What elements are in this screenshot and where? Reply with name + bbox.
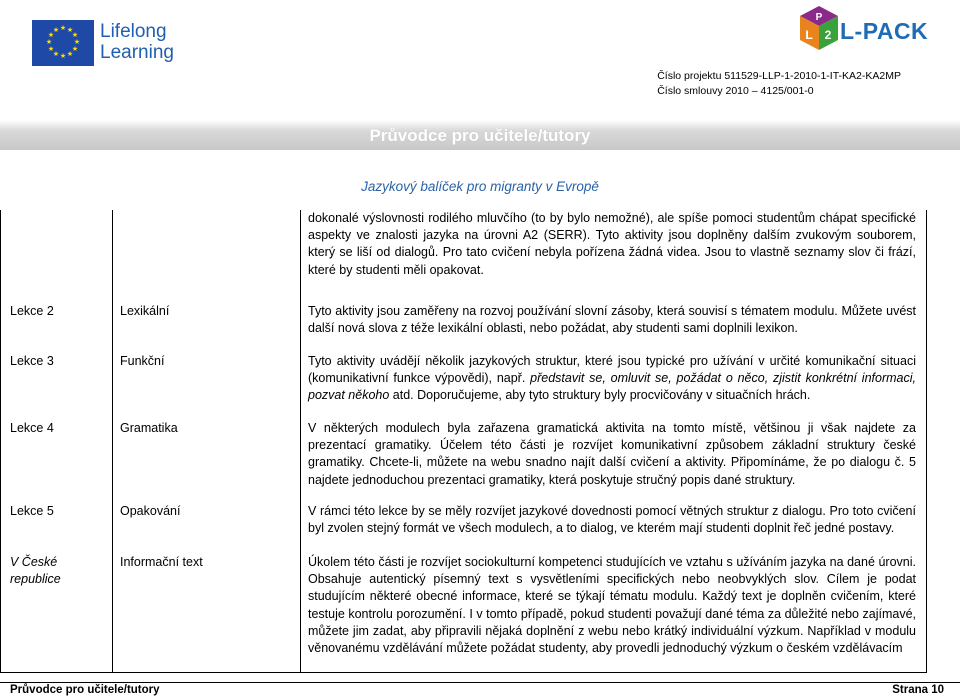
lesson-label: Lekce 5 — [10, 504, 54, 518]
page-subtitle: Jazykový balíček pro migranty v Evropě — [361, 179, 599, 194]
table-border-bottom — [0, 672, 927, 673]
activity-description: V rámci této lekce by se měly rozvíjet jazykové dovednosti pomocí větných struktur z dialogu. Pro toto cvičení byl zvolen stejný formát ve všech modulech, a to dialog, ve kterém mají studenti doplnit řeč jedné postavy. — [308, 504, 916, 536]
svg-text:★: ★ — [71, 31, 79, 39]
svg-text:★: ★ — [52, 50, 60, 58]
table-divider-2 — [300, 210, 301, 672]
svg-text:★: ★ — [59, 52, 67, 60]
table-border-left — [0, 210, 1, 672]
activity-description — [308, 353, 916, 405]
lesson-label: Lekce 3 — [10, 354, 54, 368]
svg-text:★: ★ — [47, 45, 55, 53]
learning-word: Learning — [100, 42, 174, 63]
activity-description: V některých modulech byla zařazena gramatická aktivita na tomto místě, většinou ji však najdete za prezentací gramatiky. Účelem této části je rozvíjet komunikativní způsobem základní struktury české gramatiky. Chcete-li, můžete na webu snadno najít další cvičení a aktivity. Připomínáme, že po dialogu č. 5 najdete jednoduchou prezentaci gramatiky, která poskytuje stručný popis dané struktury. — [308, 421, 916, 487]
svg-text:★: ★ — [47, 31, 55, 39]
lifelong-learning-wordmark — [100, 21, 174, 63]
lpack-cube-icon — [796, 4, 842, 56]
svg-text:★: ★ — [66, 26, 74, 34]
activity-type: Opakování — [120, 504, 181, 518]
cube-letter-p: P — [815, 12, 823, 23]
activity-type: Lexikální — [120, 304, 170, 318]
lpack-wordmark: L-PACK — [840, 18, 929, 44]
contract-number: Číslo smlouvy 2010 – 4125/001-0 — [657, 85, 814, 97]
project-number: 511529-LLP-1-2010-1-IT-KA2-KA2MP — [724, 70, 901, 82]
svg-text:★: ★ — [66, 50, 74, 58]
footer-rule — [0, 682, 960, 683]
lesson-label: Lekce 4 — [10, 421, 54, 435]
project-number-line — [657, 69, 901, 84]
svg-text:★: ★ — [52, 26, 60, 34]
lifelong-word: Lifelong — [100, 21, 167, 42]
svg-text:★: ★ — [73, 38, 81, 46]
cube-letter-2: 2 — [824, 28, 832, 42]
page-number: Strana 10 — [892, 684, 944, 696]
activity-type: Informační text — [120, 555, 203, 569]
table-divider-1 — [112, 210, 113, 672]
eu-flag-icon — [32, 20, 94, 66]
description-part: atd. Doporučujeme, aby tyto struktury byly procvičovány v situačních hrách. — [389, 388, 811, 403]
svg-text:★: ★ — [45, 38, 53, 46]
description-part: Tyto aktivity uvádějí několik jazykových struktur, které jsou typické pro užívání v určité komunikační situaci (komunikativní funkce výpovědi), např. — [308, 354, 916, 386]
activity-description: Úkolem této části je rozvíjet sociokulturní kompetenci studujících ve vztahu s užíváním jazyka na dané úrovni. Obsahuje autentický písemný text s vysvětleními specifických nebo neobvyklých slov. Cílem je podat studujícím některé obecné informace, které se týkají tématu modulu. Každý text je doplněn cvičením, které testuje kontrolu porozumění. I v tomto případě, pokud studenti považují dané téma za důležité nebo zajímavé, můžete jim zadat, aby připravili nějaká doplnění z webu nebo krátký individuální výzkum. Například v modulu věnovanému vzdělávání můžete požádat studenty, aby provedli jednoduchý výzkum o českém vzdělávacím — [308, 555, 916, 656]
svg-text:★: ★ — [59, 24, 67, 32]
lesson-label: V České republice — [10, 555, 61, 587]
page-title: Průvodce pro učitele/tutory — [369, 126, 591, 145]
lpack-logo — [796, 4, 946, 60]
activity-description: Tyto aktivity jsou zaměřeny na rozvoj používání slovní zásoby, která souvisí s tématem modulu. Můžete uvést další nová slova z téže lexikální oblasti, nebo požádat, aby studenti sami doplnili lexikon. — [308, 304, 916, 336]
cube-letter-l: L — [805, 28, 813, 42]
project-info — [657, 69, 901, 99]
continuation-text: dokonalé výslovnosti rodilého mluvčího (to by bylo nemožné), ale spíše pomoci studentům chápat specifické aspekty ve znalosti jazyka na úrovni A2 (SERR). Tyto aktivity jsou doplněny dalším zvukovým souborem, který se liší od dialogů. Pro tato cvičení nebyla pořízena žádná videa. Jsou to vlastně seznamy slov či frází, které by studenti měli opakovat. — [308, 211, 916, 277]
svg-text:★: ★ — [71, 45, 79, 53]
description-examples: představit se, omluvit se, požádat o něco, zjistit konkrétní informaci, pozvat někoho — [308, 371, 916, 403]
lifelong-learning-logo — [32, 18, 192, 72]
activity-type: Funkční — [120, 354, 165, 368]
footer-title: Průvodce pro učitele/tutory — [10, 684, 160, 696]
table-border-right — [926, 210, 927, 672]
project-number-label: Číslo projektu — [657, 70, 722, 82]
lesson-label: Lekce 2 — [10, 304, 54, 318]
activity-type: Gramatika — [120, 421, 178, 435]
